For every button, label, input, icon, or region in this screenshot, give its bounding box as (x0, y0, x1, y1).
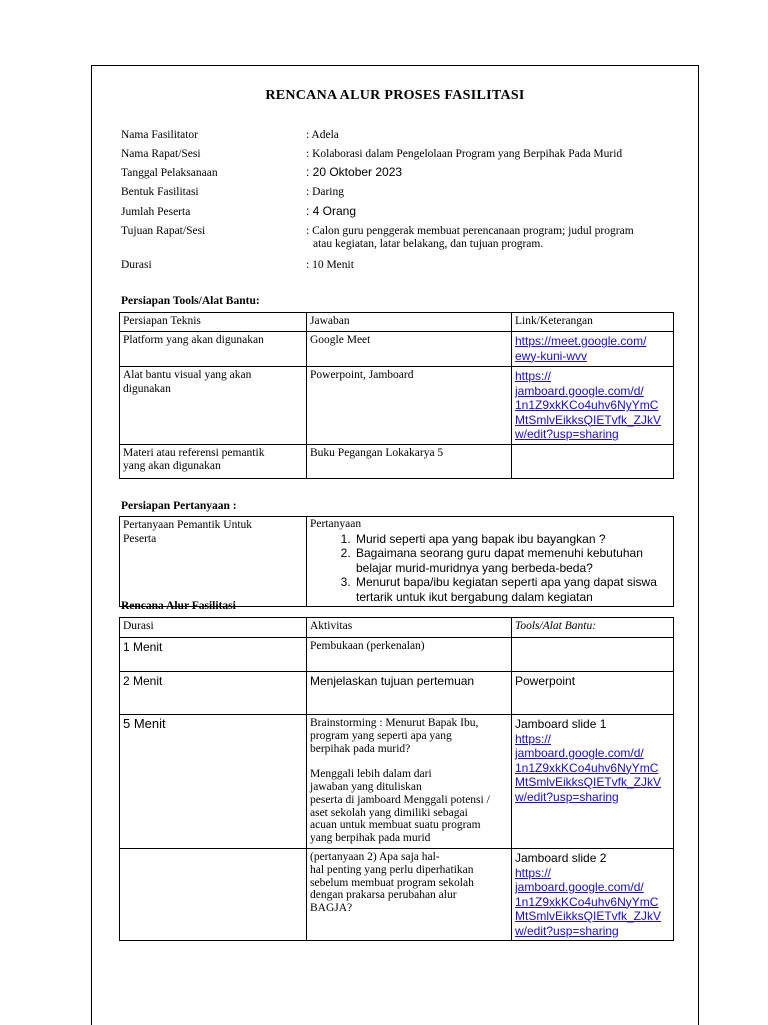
link-cell (512, 367, 674, 445)
tools-table (119, 312, 674, 479)
activity-line: (pertanyaan 2) Apa saja hal- (310, 851, 440, 863)
activity-cell (307, 849, 512, 941)
question-text: Murid seperti apa yang bapak ibu bayangkan ? (356, 531, 606, 546)
info-label: Tanggal Pelaksanaan (121, 167, 218, 179)
jamboard-link[interactable]: https:// (515, 731, 552, 746)
cell (120, 444, 307, 478)
list-item (354, 575, 670, 604)
activity-cell (307, 715, 512, 849)
header-cell: Jawaban (307, 313, 512, 332)
cell-text: digunakan (123, 382, 171, 395)
info-value: : Adela (306, 129, 339, 141)
table-row (120, 517, 674, 607)
info-value: : Daring (306, 186, 345, 198)
activity-line: Menggali lebih dalam dari (310, 768, 432, 781)
question-text: belajar murid-muridnya yang berbeda-beda? (356, 560, 593, 575)
list-item (354, 532, 670, 547)
jamboard-link[interactable]: jamboard.google.com/d/ (515, 383, 644, 398)
activity-cell: Pembukaan (perkenalan) (307, 638, 512, 672)
questions-heading: Persiapan Pertanyaan : (121, 500, 237, 512)
cell (120, 517, 307, 607)
list-item (354, 546, 670, 575)
info-label: Tujuan Rapat/Sesi (121, 225, 206, 237)
header-cell: Aktivitas (307, 618, 512, 638)
cell: Platform yang akan digunakan (120, 332, 307, 367)
meet-link[interactable]: https://meet.google.com/ (515, 334, 647, 348)
table-row (120, 715, 674, 849)
duration-cell: 2 Menit (120, 672, 307, 715)
info-value: : 4 Orang (306, 204, 357, 218)
header-cell: Persiapan Teknis (120, 313, 307, 332)
tool-cell (512, 638, 674, 672)
jamboard-link[interactable]: https:// (515, 865, 552, 880)
activity-line: aset sekolah yang dimiliki sebagai (310, 806, 468, 819)
cell (512, 444, 674, 478)
cell-text: Pertanyaan Pemantik Untuk (123, 519, 253, 531)
info-label: Nama Rapat/Sesi (121, 148, 201, 160)
tool-label: Jamboard slide 1 (515, 717, 607, 731)
cell-text: yang akan digunakan (123, 460, 221, 472)
questions-table (119, 516, 674, 607)
info-label: Bentuk Fasilitasi (121, 186, 199, 198)
activity-line: Brainstorming : Menurut Bapak Ibu, (310, 717, 479, 729)
info-value: : Kolaborasi dalam Pengelolaan Program yang Berpihak Pada Murid (306, 148, 623, 160)
spacer (310, 755, 508, 768)
tool-cell: Powerpoint (512, 672, 674, 715)
activity-line: dengan prakarsa perubahan alur (310, 889, 457, 902)
cell-text: Peserta (123, 532, 157, 545)
table-header-row (120, 618, 674, 638)
info-label: Durasi (121, 259, 152, 271)
jamboard-link[interactable]: 1n1Z9xkKCo4uhv6NyYmC (515, 894, 659, 909)
jamboard-link[interactable]: w/edit?usp=sharing (515, 789, 619, 804)
table-row (120, 638, 674, 672)
table-row (120, 444, 674, 478)
question-text: Bagaimana seorang guru dapat memenuhi kebutuhan (356, 546, 643, 560)
question-text: Menurut bapa/ibu kegiatan seperti apa yang dapat siswa (356, 575, 657, 589)
question-text: tertarik untuk ikut bergabung dalam kegiatan (356, 589, 593, 604)
activity-line: peserta di jamboard Menggali potensi / (310, 793, 490, 806)
activity-line: program yang seperti apa yang (310, 729, 452, 742)
tool-cell (512, 849, 674, 941)
cell (120, 367, 307, 445)
cell: Buku Pegangan Lokakarya 5 (307, 444, 512, 478)
jamboard-link[interactable]: https:// (515, 369, 552, 383)
meet-link-cont[interactable]: ewy-kuni-wvv (515, 348, 588, 363)
cell (307, 517, 674, 607)
jamboard-link[interactable]: MtSmlvEikksQIETvfk_ZJkV (515, 909, 662, 923)
header-cell: Link/Keterangan (512, 313, 674, 332)
cell-text: Materi atau referensi pemantik (123, 446, 265, 459)
cell-text: Alat bantu visual yang akan (123, 369, 252, 381)
flow-table (119, 617, 674, 941)
cell: Google Meet (307, 332, 512, 367)
cell: Powerpoint, Jamboard (307, 367, 512, 445)
activity-cell: Menjelaskan tujuan pertemuan (307, 672, 512, 715)
header-cell: Tools/Alat Bantu: (512, 618, 674, 638)
tool-cell (512, 715, 674, 849)
jamboard-link[interactable]: 1n1Z9xkKCo4uhv6NyYmC (515, 760, 659, 775)
info-value: : Calon guru penggerak membuat perencanaan program; judul program (306, 225, 634, 237)
activity-line: acuan untuk membuat suatu program (310, 819, 481, 832)
table-header-row (120, 313, 674, 332)
link-cell (512, 332, 674, 367)
jamboard-link[interactable]: 1n1Z9xkKCo4uhv6NyYmC (515, 398, 659, 412)
jamboard-link[interactable]: jamboard.google.com/d/ (515, 746, 644, 760)
tools-heading: Persiapan Tools/Alat Bantu: (121, 295, 260, 307)
cell-title: Pertanyaan (310, 518, 362, 530)
table-row (120, 332, 674, 367)
info-value-cont: atau kegiatan, latar belakang, dan tujuan program. (313, 238, 544, 250)
jamboard-link[interactable]: MtSmlvEikksQIETvfk_ZJkV (515, 775, 662, 789)
document-title: RENCANA ALUR PROSES FASILITASI (265, 88, 525, 103)
table-row (120, 672, 674, 715)
activity-line: BAGJA? (310, 902, 353, 915)
jamboard-link[interactable]: jamboard.google.com/d/ (515, 880, 644, 894)
jamboard-link[interactable]: w/edit?usp=sharing (515, 427, 619, 441)
tool-label: Jamboard slide 2 (515, 851, 607, 865)
activity-line: sebelum membuat program sekolah (310, 876, 474, 889)
activity-line: hal penting yang perlu diperhatikan (310, 863, 474, 876)
activity-line: yang berpihak pada murid (310, 832, 431, 845)
activity-line: jawaban yang dituliskan (310, 780, 422, 793)
table-row (120, 849, 674, 941)
header-cell: Durasi (120, 618, 307, 638)
duration-cell (120, 849, 307, 941)
jamboard-link[interactable]: w/edit?usp=sharing (515, 923, 619, 938)
duration-cell: 5 Menit (120, 715, 307, 849)
jamboard-link[interactable]: MtSmlvEikksQIETvfk_ZJkV (515, 412, 662, 427)
flow-heading: Rencana Alur Fasilitasi (121, 600, 236, 612)
info-label: Jumlah Peserta (121, 206, 191, 218)
document-page (91, 65, 699, 1025)
duration-cell: 1 Menit (120, 638, 307, 672)
table-row (120, 367, 674, 445)
info-label: Nama Fasilitator (121, 129, 198, 141)
activity-line: berpihak pada murid? (310, 742, 411, 755)
question-list (310, 532, 670, 605)
info-value: : 20 Oktober 2023 (306, 165, 403, 179)
info-value: : 10 Menit (306, 259, 354, 271)
